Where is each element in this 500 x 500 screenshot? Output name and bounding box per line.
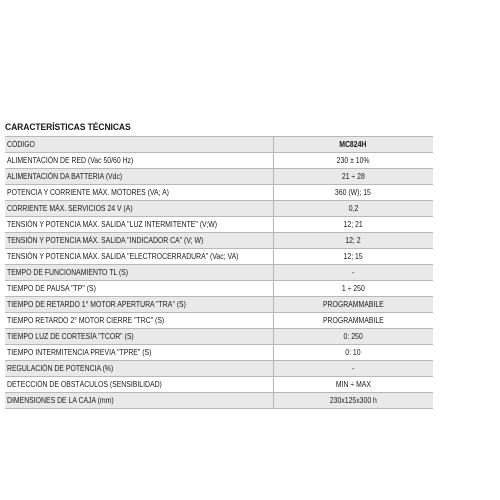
spec-label: ALIMENTACIÓN DA BATTERIA (Vdc) bbox=[7, 172, 123, 181]
spec-value-cell bbox=[273, 169, 433, 185]
spec-value-cell bbox=[273, 377, 433, 393]
spec-label: DETECCIÓN DE OBSTÁCULOS (SENSIBILIDAD) bbox=[7, 380, 162, 389]
table-row bbox=[5, 265, 433, 281]
table-row bbox=[5, 313, 433, 329]
specs-table-body bbox=[5, 137, 433, 409]
spec-value-cell bbox=[273, 249, 433, 265]
spec-label: TENSIÓN Y POTENCIA MÁX. SALIDA "LUZ INTERMITENTE" (V;W) bbox=[7, 220, 218, 229]
spec-label-cell bbox=[5, 281, 273, 297]
table-row bbox=[5, 281, 433, 297]
spec-label: TENSIÓN Y POTENCIA MÁX. SALIDA "INDICADOR CA" (V; W) bbox=[7, 236, 204, 245]
spec-value: PROGRAMMABILE bbox=[322, 316, 384, 325]
section-title: CARACTERÍSTICAS TÉCNICAS bbox=[5, 122, 131, 133]
spec-value: - bbox=[352, 364, 355, 373]
header-model-cell bbox=[273, 137, 433, 153]
spec-label-cell bbox=[5, 217, 273, 233]
specs-sheet bbox=[5, 121, 433, 409]
spec-value-cell bbox=[273, 313, 433, 329]
spec-value-cell bbox=[273, 329, 433, 345]
spec-value-cell bbox=[273, 233, 433, 249]
spec-label-cell bbox=[5, 265, 273, 281]
spec-value: 0: 250 bbox=[343, 332, 363, 341]
table-row bbox=[5, 201, 433, 217]
spec-label-cell bbox=[5, 201, 273, 217]
spec-label-cell bbox=[5, 297, 273, 313]
spec-value: 0,2 bbox=[348, 204, 359, 213]
spec-label-cell bbox=[5, 249, 273, 265]
spec-value: 21 ÷ 28 bbox=[341, 172, 365, 181]
table-row bbox=[5, 153, 433, 169]
spec-value-cell bbox=[273, 297, 433, 313]
table-row bbox=[5, 169, 433, 185]
spec-label: TIEMPO LUZ DE CORTESÍA "TCOR" (S) bbox=[7, 332, 134, 341]
spec-value: PROGRAMMABILE bbox=[322, 300, 384, 309]
spec-label-cell bbox=[5, 393, 273, 409]
spec-label: CORRIENTE MÁX. SERVICIOS 24 V (A) bbox=[7, 204, 133, 213]
spec-value: 12; 15 bbox=[343, 252, 363, 261]
spec-value: 1 ÷ 250 bbox=[341, 284, 365, 293]
spec-value-cell bbox=[273, 361, 433, 377]
spec-label-cell bbox=[5, 329, 273, 345]
spec-value-cell bbox=[273, 185, 433, 201]
spec-value-cell bbox=[273, 393, 433, 409]
spec-label: TENSIÓN Y POTENCIA MÁX. SALIDA "ELECTROCERRADURA" (Vac; VA) bbox=[7, 252, 239, 261]
spec-value-cell bbox=[273, 153, 433, 169]
spec-value: 12; 21 bbox=[343, 220, 363, 229]
spec-label-cell bbox=[5, 345, 273, 361]
spec-label-cell bbox=[5, 233, 273, 249]
table-row bbox=[5, 329, 433, 345]
spec-value-cell bbox=[273, 345, 433, 361]
spec-value-cell bbox=[273, 265, 433, 281]
spec-label-cell bbox=[5, 377, 273, 393]
spec-value: 360 (W); 15 bbox=[335, 188, 372, 197]
spec-label: POTENCIA Y CORRIENTE MÁX. MOTORES (VA; A) bbox=[7, 188, 169, 197]
spec-label: ALIMENTACIÓN DE RED (Vac 50/60 Hz) bbox=[7, 156, 134, 165]
table-row bbox=[5, 377, 433, 393]
table-row bbox=[5, 233, 433, 249]
specs-table bbox=[5, 136, 433, 409]
table-row bbox=[5, 249, 433, 265]
spec-label-cell bbox=[5, 185, 273, 201]
spec-label: TEMPO DE FUNCIONAMIENTO TL (S) bbox=[7, 268, 129, 277]
spec-label: REGULACIÓN DE POTENCIA (%) bbox=[7, 364, 114, 373]
model-code: MC824H bbox=[339, 140, 367, 149]
spec-label: TIEMPO DE RETARDO 1° MOTOR APERTURA "TRA" (S) bbox=[7, 300, 186, 309]
spec-label: TIEMPO DE PAUSA "TP" (S) bbox=[7, 284, 96, 293]
spec-value: 0: 10 bbox=[345, 348, 361, 357]
table-row bbox=[5, 217, 433, 233]
spec-label: TIEMPO RETARDO 2° MOTOR CIERRE "TRC" (S) bbox=[7, 316, 165, 325]
spec-label: DIMENSIONES DE LA CAJA (mm) bbox=[7, 396, 114, 405]
spec-label-cell bbox=[5, 153, 273, 169]
spec-value-cell bbox=[273, 201, 433, 217]
spec-value: 230x125x300 h bbox=[329, 396, 377, 405]
spec-label: TIEMPO INTERMITENCIA PREVIA "TPRE" (S) bbox=[7, 348, 152, 357]
spec-value: - bbox=[352, 268, 355, 277]
spec-value-cell bbox=[273, 217, 433, 233]
header-label-cell bbox=[5, 137, 273, 153]
table-row bbox=[5, 297, 433, 313]
spec-label-cell bbox=[5, 169, 273, 185]
spec-label-cell bbox=[5, 361, 273, 377]
table-row bbox=[5, 185, 433, 201]
header-label: CÓDIGO bbox=[7, 140, 35, 149]
spec-value: MIN ÷ MAX bbox=[335, 380, 371, 389]
table-row bbox=[5, 345, 433, 361]
spec-value-cell bbox=[273, 281, 433, 297]
spec-label-cell bbox=[5, 313, 273, 329]
table-header-row bbox=[5, 137, 433, 153]
table-row bbox=[5, 393, 433, 409]
spec-value: 230 ± 10% bbox=[336, 156, 370, 165]
spec-value: 12; 2 bbox=[345, 236, 361, 245]
table-row bbox=[5, 361, 433, 377]
